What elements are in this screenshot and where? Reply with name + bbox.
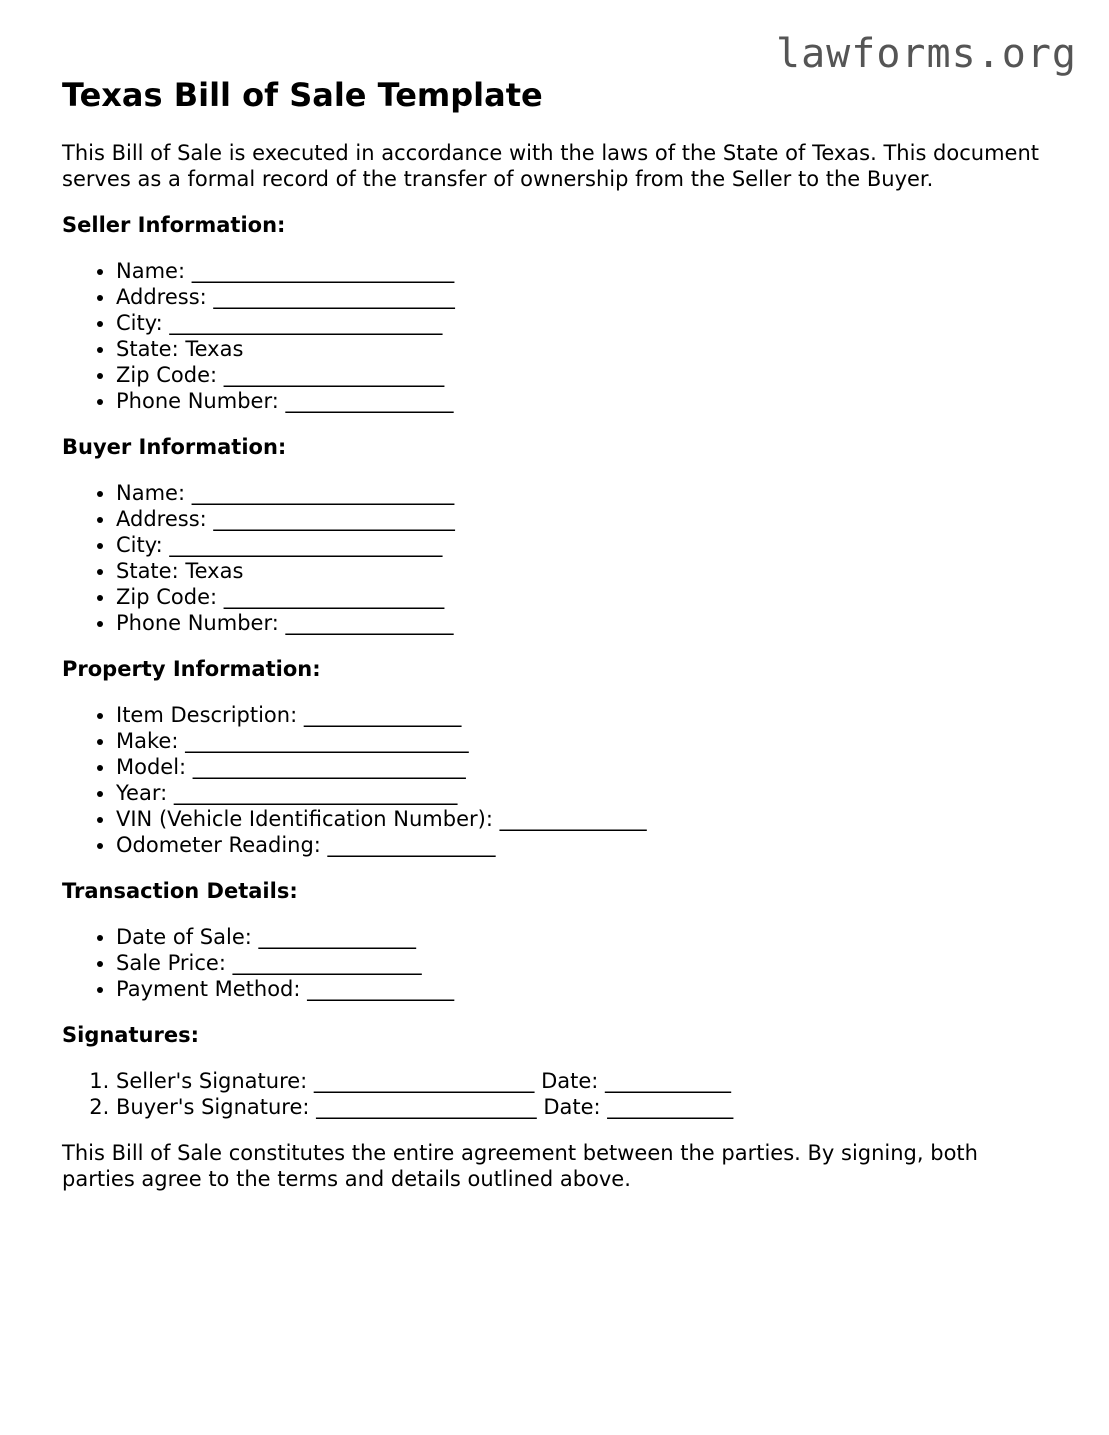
document-body <box>62 76 1052 1212</box>
list-item: • City: __________________________ <box>116 310 1052 336</box>
list-item: • Odometer Reading: ________________ <box>116 832 1052 858</box>
buyer-heading: Buyer Information: <box>62 435 287 460</box>
property-heading: Property Information: <box>62 657 321 682</box>
seller-list <box>62 258 1052 414</box>
list-item: • Payment Method: ______________ <box>116 976 1052 1002</box>
list-item: • Phone Number: ________________ <box>116 388 1052 414</box>
property-list <box>62 702 1052 858</box>
list-item: • State: Texas <box>116 336 1052 362</box>
list-item: • Model: __________________________ <box>116 754 1052 780</box>
list-item: 1. Seller's Signature: _____________________ Date: ____________ <box>116 1068 1052 1094</box>
buyer-list <box>62 480 1052 636</box>
brand-watermark: lawforms.org <box>776 31 1077 77</box>
list-item: • Address: _______________________ <box>116 506 1052 532</box>
list-item: • Zip Code: _____________________ <box>116 362 1052 388</box>
seller-heading: Seller Information: <box>62 213 286 238</box>
list-item: • Sale Price: __________________ <box>116 950 1052 976</box>
list-item: • Item Description: _______________ <box>116 702 1052 728</box>
signatures-heading: Signatures: <box>62 1023 199 1048</box>
list-item: • Date of Sale: _______________ <box>116 924 1052 950</box>
list-item: • Name: _________________________ <box>116 480 1052 506</box>
list-item: • Year: ___________________________ <box>116 780 1052 806</box>
transaction-list <box>62 924 1052 1002</box>
list-item: • Address: _______________________ <box>116 284 1052 310</box>
intro-paragraph: This Bill of Sale is executed in accordance with the laws of the State of Texas. This document serves as a formal record of the transfer of ownership from the Seller to the Buyer. <box>62 141 1040 192</box>
page-title: Texas Bill of Sale Template <box>62 76 543 114</box>
list-item: • Zip Code: _____________________ <box>116 584 1052 610</box>
list-item: • Make: ___________________________ <box>116 728 1052 754</box>
list-item: • Phone Number: ________________ <box>116 610 1052 636</box>
list-item: • VIN (Vehicle Identification Number): ______________ <box>116 806 1052 832</box>
list-item: • Name: _________________________ <box>116 258 1052 284</box>
closing-paragraph: This Bill of Sale constitutes the entire agreement between the parties. By signing, both parties agree to the terms and details outlined above. <box>62 1141 978 1192</box>
transaction-heading: Transaction Details: <box>62 879 298 904</box>
list-item: • State: Texas <box>116 558 1052 584</box>
list-item: • City: __________________________ <box>116 532 1052 558</box>
list-item: 2. Buyer's Signature: _____________________ Date: ____________ <box>116 1094 1052 1120</box>
signatures-list <box>62 1068 1052 1120</box>
